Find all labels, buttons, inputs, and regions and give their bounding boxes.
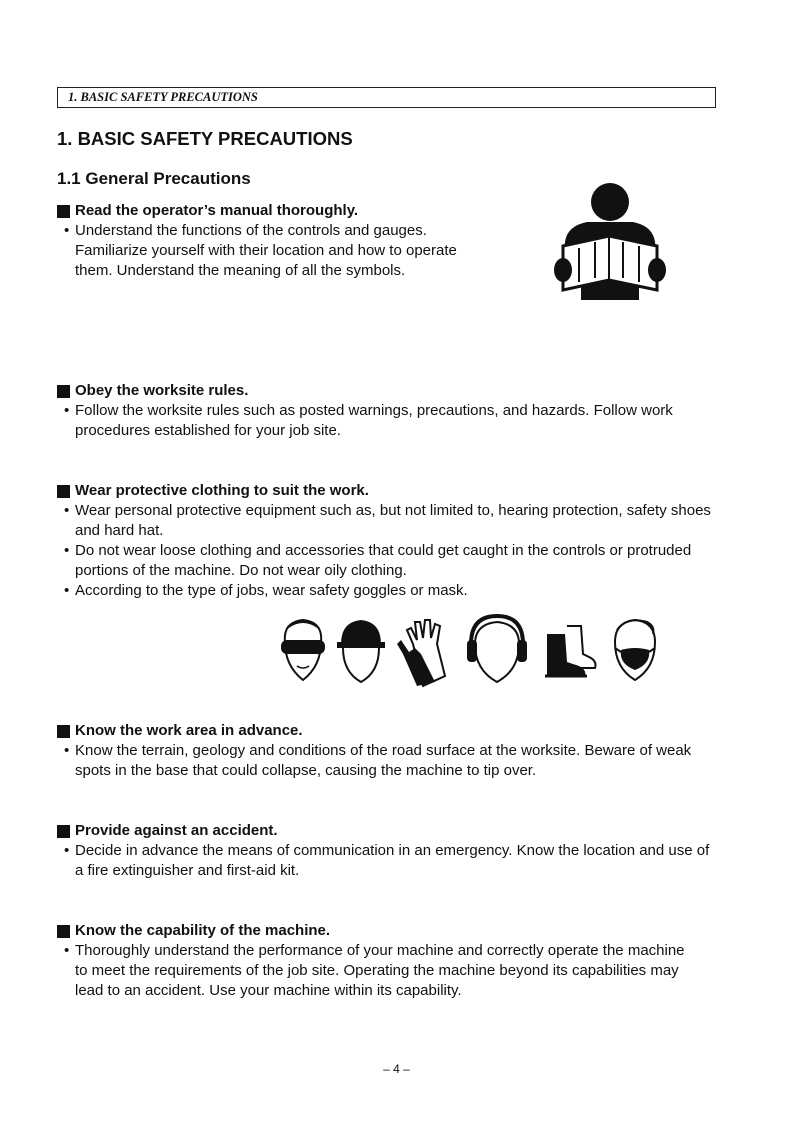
bullet-item: • Wear personal protective equipment such as, but not limited to, hearing protection, safety shoes and hard hat. — [57, 501, 717, 541]
gloves-icon — [397, 620, 445, 686]
section-work-area — [57, 721, 717, 781]
dust-mask-icon — [615, 620, 655, 680]
bullet-item: • Do not wear loose clothing and accessories that could get caught in the controls or protruded portions of the machine. Do not wear oily clothing. — [57, 541, 717, 581]
square-bullet-icon — [57, 205, 70, 218]
section-title: Read the operator’s manual thoroughly. — [75, 202, 359, 219]
section-accident — [57, 821, 717, 881]
bullet-item: • Decide in advance the means of communication in an emergency. Know the location and use of a fire extinguisher and first-aid kit. — [57, 841, 717, 881]
page-number: – 4 – — [383, 1062, 410, 1076]
square-bullet-icon — [57, 925, 70, 938]
square-bullet-icon — [57, 725, 70, 738]
safety-boots-icon — [545, 626, 596, 676]
square-bullet-icon — [57, 485, 70, 498]
square-bullet-icon — [57, 825, 70, 838]
section-title: Know the work area in advance. — [75, 722, 303, 739]
section-title: Provide against an accident. — [75, 822, 278, 839]
ppe-icons-row — [275, 614, 661, 690]
section-protective-clothing — [57, 481, 717, 601]
section-machine-capability — [57, 921, 687, 1001]
safety-goggles-icon — [281, 620, 325, 680]
section-read-manual — [57, 201, 457, 281]
bullet-item: • Understand the functions of the controls and gauges. Familiarize yourself with their location and how to operate them. Understand the meaning of all the symbols. — [57, 221, 457, 281]
bullet-item: • Thoroughly understand the performance of your machine and correctly operate the machine to meet the requirements of the job site. Operating the machine beyond its capabilities may lead to an accident. Use your machine within its capability. — [57, 941, 687, 1001]
section-title: Know the capability of the machine. — [75, 922, 331, 939]
ear-protection-icon — [467, 616, 527, 682]
section-heading: 1. BASIC SAFETY PRECAUTIONS — [57, 128, 353, 149]
subsection-heading: 1.1 General Precautions — [57, 169, 251, 188]
bullet-item: • Know the terrain, geology and conditions of the road surface at the worksite. Beware of weak spots in the base that could collapse, causing the machine to tip over. — [57, 741, 717, 781]
bullet-item: • According to the type of jobs, wear safety goggles or mask. — [57, 581, 717, 601]
hard-hat-icon — [337, 620, 385, 682]
square-bullet-icon — [57, 385, 70, 398]
section-title: Obey the worksite rules. — [75, 382, 249, 399]
section-title: Wear protective clothing to suit the work. — [75, 482, 369, 499]
person-reading-manual-icon — [543, 180, 675, 300]
running-header: 1. BASIC SAFETY PRECAUTIONS — [57, 87, 716, 108]
section-worksite-rules — [57, 381, 717, 441]
bullet-item: • Follow the worksite rules such as posted warnings, precautions, and hazards. Follow work procedures established for your job site. — [57, 401, 717, 441]
